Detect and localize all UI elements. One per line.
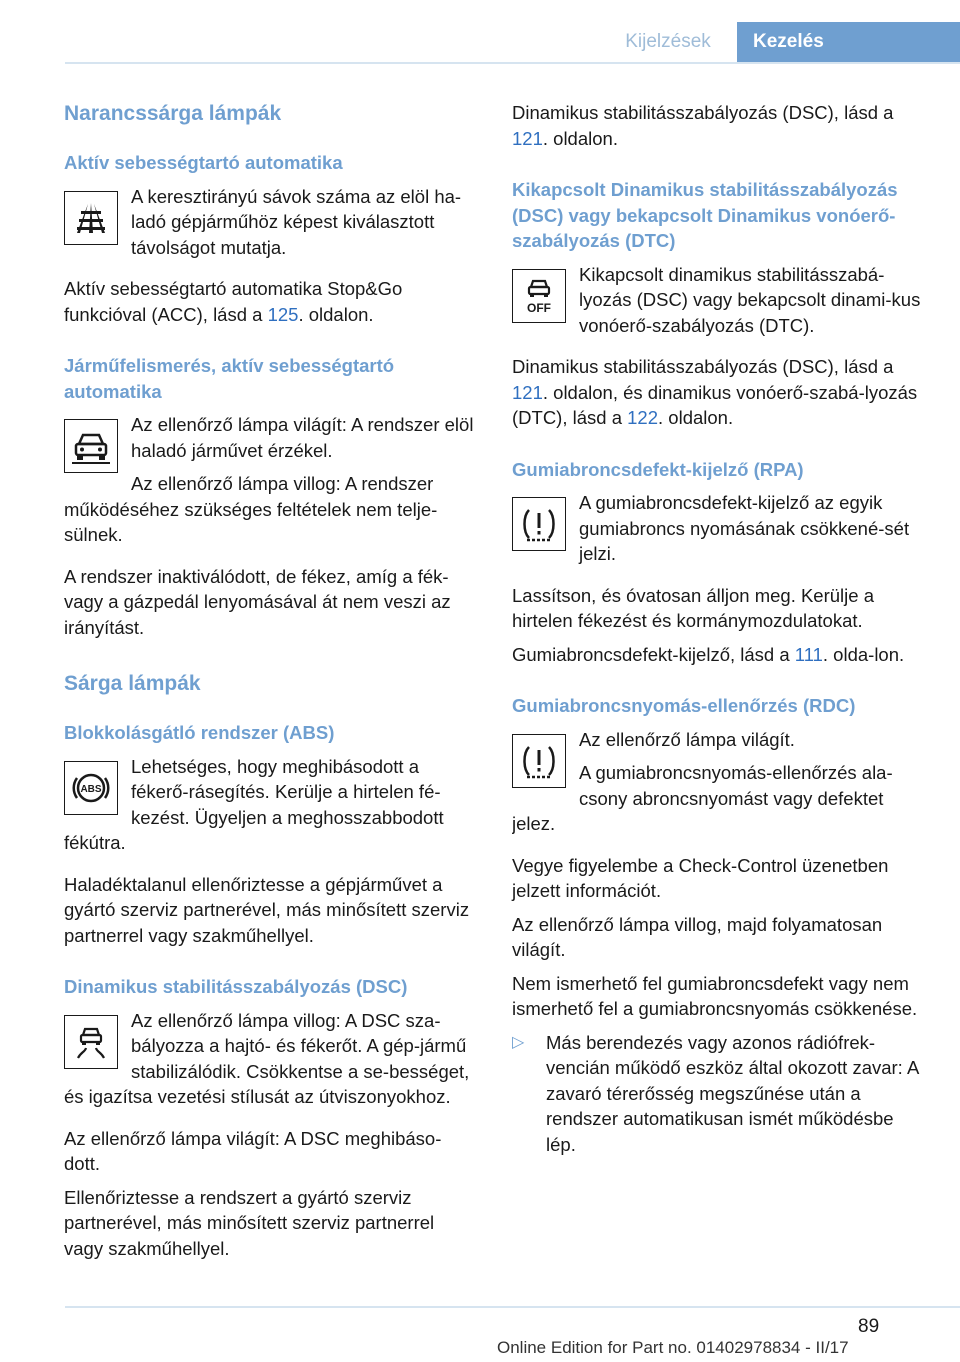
dsc-off-text: Kikapcsolt dinamikus stabilitásszabá-lyozás (DSC) vagy bekapcsolt dinami-kus vonóerő-szabályozás (DTC). (579, 263, 921, 336)
svg-text:OFF: OFF (527, 300, 551, 315)
vehicle-text-2: Az ellenőrző lámpa villog: A rendszer működéséhez szükséges feltételek nem telje-sülnek. (64, 473, 438, 545)
lane-distance-icon (64, 191, 118, 245)
left-column (64, 100, 476, 1269)
abs-text-2: Haladéktalanul ellenőriztesse a gépjárművet a gyártó szerviz partnerével, más minősített szerviz partnerrel vagy szakműhellyel. (64, 873, 470, 946)
tab-kezeles[interactable]: Kezelés (737, 22, 960, 62)
vehicle-text-3: A rendszer inaktiválódott, de fékez, amíg a fék- vagy a gázpedál lenyomásával át nem veszi az irányítást. (64, 565, 451, 638)
rdc-text-3: Vegye figyelembe a Check-Control üzenetben jelzett információt. (512, 854, 889, 901)
page-number: 89 (858, 1316, 880, 1337)
rdc-text-1: Az ellenőrző lámpa világít. (579, 728, 795, 750)
page-link-111[interactable]: 111 (794, 643, 823, 665)
heading-acc: Aktív sebességtartó automatika (64, 152, 343, 173)
heading-rpa: Gumiabroncsdefekt-kijelző (RPA) (512, 458, 804, 480)
rpa-text-1: A gumiabroncsdefekt-kijelző az egyik gumiabroncs nyomásának csökkené-sét jelzi. (579, 492, 910, 564)
acc-reference: Aktív sebességtartó automatika Stop&Go funkcióval (ACC), lásd a 125. oldalon. (64, 278, 403, 325)
rpa-block (512, 490, 926, 575)
rpa-text-2: Lassítson, és óvatosan álljon meg. Kerülje a hirtelen fékezést és kormánymozdulatokat. (512, 584, 874, 631)
header-divider (65, 62, 960, 64)
vehicle-detection-icon (64, 419, 118, 473)
right-column (512, 100, 926, 1157)
heading-rdc: Gumiabroncsnyomás-ellenőrzés (RDC) (512, 695, 856, 716)
dsc-icon (64, 1015, 118, 1069)
abs-text-1: Lehetséges, hogy meghibásodott a fékerő-rásegítés. Kerülje a hirtelen fé-kezést. Ügyeljen a meghosszabbodott fékútra. (64, 755, 444, 853)
dsc-off-reference: Dinamikus stabilitásszabályozás (DSC), lásd a 121. oldalon, és dinamikus vonóerő-szabá-lyozás (DTC), lásd a 122. oldalon. (512, 356, 918, 428)
dsc-block (64, 1008, 476, 1118)
footer-divider (65, 1306, 960, 1308)
heading-orange-lamps: Narancssárga lámpák (64, 102, 282, 125)
rpa-reference: Gumiabroncsdefekt-kijelző, lásd a 111. olda-lon. (512, 643, 905, 665)
vehicle-block (64, 412, 476, 556)
heading-yellow-lamps: Sárga lámpák (64, 672, 201, 695)
acc-text: A keresztirányú sávok száma az elöl ha-ladó gépjárműhöz képest kiválasztott távolságot mutatja. (131, 185, 462, 258)
list-item (512, 1030, 926, 1158)
abs-block (64, 754, 476, 864)
page-link-121[interactable]: 121 (512, 127, 543, 149)
page-link-122[interactable]: 122 (627, 407, 659, 428)
bullet-text: Más berendezés vagy azonos rádiófrek-vencián működő eszköz által okozott zavar: A zavaró térerősség megszűnése után a rendszer automatikusan ismét működésbe lép. (546, 1031, 919, 1155)
page-link-125[interactable]: 125 (267, 303, 299, 325)
triangle-bullet-icon: ▷ (512, 1033, 525, 1051)
heading-abs: Blokkolásgátló rendszer (ABS) (64, 722, 335, 743)
dsc-off-block (512, 262, 926, 347)
rdc-text-5: Nem ismerhető fel gumiabroncsdefekt vagy nem ismerhető fel a gumiabroncsnyomás csökkenése. (512, 972, 918, 1019)
dsc-text-1: Az ellenőrző lámpa villog: A DSC sza-bályozza a hajtó- és fékerőt. A gép-jármű stabilizálódik. Csökkentse a se-bességet, és igazítsa vezetési stílusát az útviszonyokhoz. (64, 1009, 470, 1107)
tire-pressure-icon (512, 497, 566, 551)
rdc-block (512, 727, 926, 845)
dsc-text-2: Az ellenőrző lámpa világít: A DSC meghibáso-dott. (64, 1127, 442, 1174)
acc-block (64, 184, 476, 269)
heading-vehicle-detection: Járműfelismerés, aktív sebességtartó automatika (64, 355, 395, 402)
dsc-reference: Dinamikus stabilitásszabályozás (DSC), lásd a 121. oldalon. (512, 102, 894, 149)
dsc-text-3: Ellenőriztesse a rendszert a gyártó szerviz partnerével, más minősített szerviz partnerrel vagy szakműhellyel. (64, 1186, 435, 1259)
svg-text:ABS: ABS (80, 783, 102, 795)
tab-kijelzesek[interactable]: Kijelzések (625, 31, 711, 52)
dsc-off-icon (512, 269, 566, 323)
rdc-text-4: Az ellenőrző lámpa villog, majd folyamatosan világít. (512, 913, 883, 960)
rdc-text-2: A gumiabroncsnyomás-ellenőrzés ala-csony abroncsnyomást vagy defektet jelez. (512, 762, 893, 834)
edition-note: Online Edition for Part no. 01402978834 - II/17 (497, 1338, 849, 1357)
heading-dsc-off: Kikapcsolt Dinamikus stabilitásszabályozás (DSC) vagy bekapcsolt Dinamikus vonóerő-szabályozás (DTC) (512, 179, 898, 251)
tire-pressure-icon (512, 734, 566, 788)
page-link-121b[interactable]: 121 (512, 381, 543, 403)
vehicle-text-1: Az ellenőrző lámpa világít: A rendszer elöl haladó járművet érzékel. (131, 414, 474, 461)
abs-icon (64, 761, 118, 815)
heading-dsc: Dinamikus stabilitásszabályozás (DSC) (64, 976, 408, 997)
